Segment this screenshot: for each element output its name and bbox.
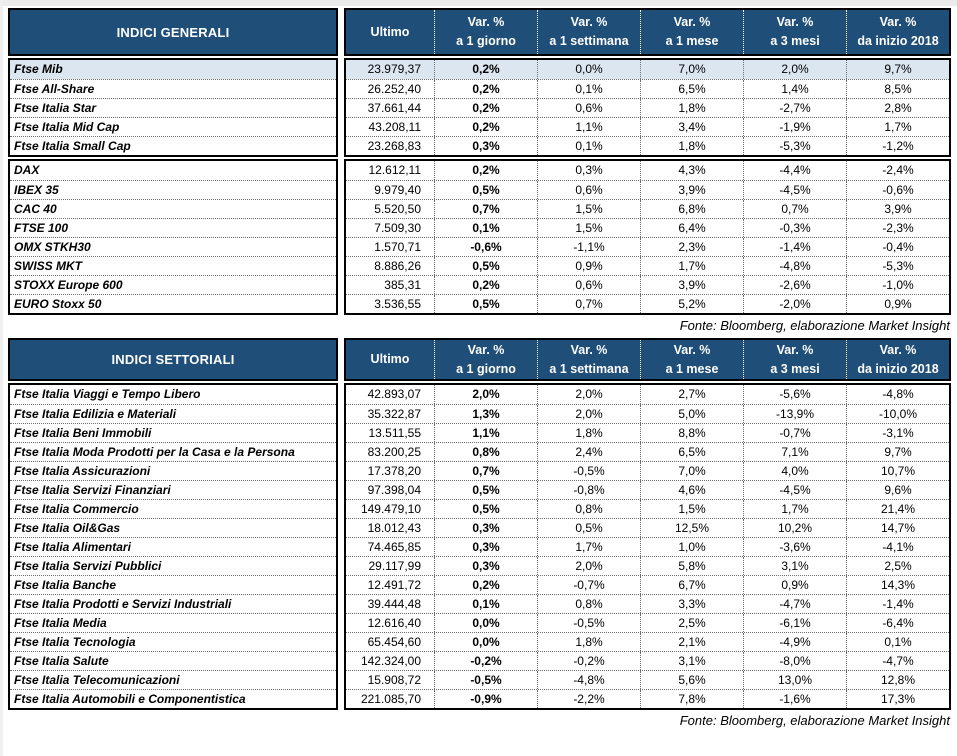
- index-name-cell: Ftse Mib: [10, 60, 336, 79]
- var-percent-cell: 0,3%: [537, 161, 640, 180]
- table-row: [346, 442, 949, 461]
- index-name-cell: Ftse Italia Moda Prodotti per la Casa e la Persona: [10, 442, 336, 461]
- indici-generali-body: [8, 58, 951, 315]
- var-percent-cell: -3,6%: [743, 538, 846, 556]
- var-percent-cell: 8,5%: [846, 80, 949, 98]
- ultimo-value-cell: 12.612,11: [368, 163, 421, 177]
- var-percent-cell: -4,5%: [743, 181, 846, 199]
- ultimo-value-cell: 23.979,37: [367, 62, 421, 76]
- indici-settoriali-table: [8, 338, 951, 730]
- var-percent-cell: -1,2%: [846, 137, 949, 155]
- var-percent-cell: -0,7%: [537, 576, 640, 594]
- var-percent-cell: 0,7%: [743, 200, 846, 218]
- index-name-cell: Ftse Italia Star: [10, 98, 336, 117]
- var-percent-cell: -2,6%: [743, 276, 846, 294]
- var-percent-cell: -4,8%: [743, 257, 846, 275]
- var-percent-cell: -0,5%: [434, 671, 537, 689]
- var-percent-cell: -6,1%: [743, 614, 846, 632]
- table-title: INDICI GENERALI: [8, 8, 338, 56]
- var-percent-cell: -6,4%: [846, 614, 949, 632]
- index-group: [8, 159, 951, 315]
- index-name-cell: Ftse Italia Salute: [10, 651, 336, 670]
- var-percent-cell: 9,6%: [846, 481, 949, 499]
- index-name-cell: Ftse Italia Mid Cap: [10, 117, 336, 136]
- ultimo-value-cell: 12.491,72: [367, 578, 421, 592]
- var-label: Var. %: [879, 342, 917, 357]
- period-label: a 1 settimana: [549, 34, 629, 48]
- ultimo-value-cell: 149.479,10: [360, 502, 421, 516]
- var-percent-cell: 2,4%: [537, 443, 640, 461]
- ultimo-value-cell: 18.012,43: [367, 521, 421, 535]
- var-percent-cell: 1,5%: [537, 200, 640, 218]
- var-percent-cell: 0,5%: [434, 481, 537, 499]
- ultimo-value-cell: 39.444,48: [367, 597, 421, 611]
- table-row: [346, 275, 949, 294]
- var-percent-cell: -2,4%: [846, 161, 949, 180]
- var-percent-cell: 2,0%: [537, 557, 640, 575]
- var-percent-cell: 0,2%: [434, 276, 537, 294]
- table-row: [346, 237, 949, 256]
- table-row: [346, 518, 949, 537]
- var-percent-cell: 6,5%: [640, 443, 743, 461]
- table-row: [346, 199, 949, 218]
- var-percent-cell: 1,8%: [537, 424, 640, 442]
- ultimo-value-cell: 385,31: [384, 278, 421, 292]
- ultimo-value-cell: 1.570,71: [374, 240, 421, 254]
- var-percent-cell: 1,8%: [640, 137, 743, 155]
- table-row: [346, 256, 949, 275]
- var-percent-cell: 2,0%: [537, 385, 640, 404]
- ultimo-value-cell: 42.893,07: [367, 387, 421, 401]
- var-percent-cell: 4,0%: [743, 462, 846, 480]
- table-row: [346, 556, 949, 575]
- ultimo-value-cell: 26.252,40: [367, 82, 421, 96]
- table-row: [346, 689, 949, 708]
- period-label: a 1 mese: [665, 34, 719, 48]
- ultimo-value-cell: 74.465,85: [367, 540, 421, 554]
- table-title: INDICI SETTORIALI: [8, 338, 338, 381]
- table-row: [346, 537, 949, 556]
- ultimo-label: Ultimo: [370, 352, 410, 367]
- index-name-cell: FTSE 100: [10, 218, 336, 237]
- table-row: [346, 136, 949, 155]
- var-label: Var. %: [673, 15, 711, 30]
- var-percent-cell: 7,0%: [640, 60, 743, 79]
- var-label: Var. %: [776, 342, 814, 357]
- var-percent-cell: -4,8%: [846, 385, 949, 404]
- var-percent-cell: 6,8%: [640, 200, 743, 218]
- period-label: a 1 giorno: [456, 361, 516, 376]
- ultimo-value-cell: 97.398,04: [367, 483, 421, 497]
- var-percent-cell: -2,7%: [743, 99, 846, 117]
- var-percent-cell: 17,3%: [846, 690, 949, 708]
- var-percent-cell: 0,1%: [537, 137, 640, 155]
- ultimo-value-cell: 142.324,00: [360, 654, 421, 668]
- index-name-cell: Ftse Italia Edilizia e Materiali: [10, 404, 336, 423]
- var-percent-cell: 1,8%: [537, 633, 640, 651]
- index-name-cell: OMX STKH30: [10, 237, 336, 256]
- var-percent-cell: 2,5%: [640, 614, 743, 632]
- var-percent-cell: 2,0%: [743, 60, 846, 79]
- var-percent-cell: 10,2%: [743, 519, 846, 537]
- var-percent-cell: 3,1%: [743, 557, 846, 575]
- var-percent-cell: 1,4%: [743, 80, 846, 98]
- ultimo-value-cell: 83.200,25: [367, 445, 421, 459]
- column-header-ultimo: [346, 10, 434, 54]
- var-percent-cell: 10,7%: [846, 462, 949, 480]
- index-name-cell: Ftse Italia Oil&Gas: [10, 518, 336, 537]
- var-percent-cell: -0,6%: [434, 238, 537, 256]
- var-percent-cell: -3,1%: [846, 424, 949, 442]
- table-row: [346, 594, 949, 613]
- table-row: [346, 60, 949, 79]
- var-label: Var. %: [673, 342, 711, 357]
- var-percent-cell: 1,1%: [434, 424, 537, 442]
- var-percent-cell: -0,5%: [537, 462, 640, 480]
- var-percent-cell: 1,5%: [640, 500, 743, 518]
- var-percent-cell: 0,3%: [434, 557, 537, 575]
- column-header-ultimo: [346, 340, 434, 379]
- index-name-cell: Ftse Italia Tecnologia: [10, 632, 336, 651]
- var-percent-cell: 0,8%: [537, 595, 640, 613]
- var-percent-cell: -4,4%: [743, 161, 846, 180]
- column-header-var-inizio-2018: [846, 10, 949, 54]
- index-group: [8, 58, 951, 157]
- var-percent-cell: -1,0%: [846, 276, 949, 294]
- table-row: [346, 651, 949, 670]
- index-name-cell: Ftse Italia Small Cap: [10, 136, 336, 155]
- var-percent-cell: 0,5%: [434, 500, 537, 518]
- index-name-cell: Ftse Italia Telecomunicazioni: [10, 670, 336, 689]
- var-percent-cell: -4,7%: [743, 595, 846, 613]
- period-label: da inizio 2018: [857, 361, 939, 376]
- ultimo-value-cell: 15.908,72: [367, 673, 421, 687]
- var-percent-cell: 7,1%: [743, 443, 846, 461]
- var-percent-cell: 9,7%: [846, 443, 949, 461]
- var-percent-cell: 3,4%: [640, 118, 743, 136]
- var-percent-cell: 4,3%: [640, 161, 743, 180]
- var-percent-cell: 0,2%: [434, 161, 537, 180]
- ultimo-value-cell: 3.536,55: [374, 297, 421, 311]
- index-name-column: [8, 58, 338, 157]
- var-percent-cell: 0,3%: [434, 519, 537, 537]
- ultimo-value-cell: 17.378,20: [367, 464, 421, 478]
- var-percent-cell: 2,3%: [640, 238, 743, 256]
- index-name-cell: Ftse Italia Servizi Finanziari: [10, 480, 336, 499]
- var-label: Var. %: [570, 15, 608, 30]
- column-header-var-inizio-2018: [846, 340, 949, 379]
- var-percent-cell: -4,7%: [846, 652, 949, 670]
- index-values-columns: [344, 383, 951, 710]
- indici-settoriali-body: [8, 383, 951, 710]
- var-percent-cell: 0,1%: [846, 633, 949, 651]
- var-percent-cell: 0,7%: [537, 295, 640, 313]
- var-percent-cell: 0,9%: [743, 576, 846, 594]
- var-percent-cell: -0,2%: [434, 652, 537, 670]
- period-label: a 1 mese: [665, 361, 719, 376]
- var-percent-cell: -5,6%: [743, 385, 846, 404]
- var-label: Var. %: [776, 15, 814, 30]
- var-percent-cell: 9,7%: [846, 60, 949, 79]
- column-header-var-1-giorno: [434, 340, 537, 379]
- period-label: a 1 giorno: [456, 34, 516, 48]
- table-row: [346, 161, 949, 180]
- var-percent-cell: -0,3%: [743, 219, 846, 237]
- var-percent-cell: 1,7%: [640, 257, 743, 275]
- var-percent-cell: 3,1%: [640, 652, 743, 670]
- var-percent-cell: 0,3%: [434, 137, 537, 155]
- table-row: [346, 423, 949, 442]
- var-percent-cell: 0,6%: [537, 181, 640, 199]
- table-row: [346, 180, 949, 199]
- var-percent-cell: 0,1%: [434, 595, 537, 613]
- table-row: [346, 218, 949, 237]
- var-percent-cell: 0,2%: [434, 576, 537, 594]
- ultimo-value-cell: 221.085,70: [360, 692, 421, 706]
- period-label: a 3 mesi: [770, 361, 820, 376]
- column-headers: [344, 338, 951, 381]
- var-percent-cell: 2,0%: [434, 385, 537, 404]
- var-percent-cell: 0,2%: [434, 60, 537, 79]
- table-row: [346, 499, 949, 518]
- ultimo-value-cell: 37.661,44: [367, 101, 421, 115]
- index-name-cell: Ftse Italia Prodotti e Servizi Industriali: [10, 594, 336, 613]
- var-label: Var. %: [467, 342, 505, 357]
- var-percent-cell: -1,9%: [743, 118, 846, 136]
- ultimo-value-cell: 35.322,87: [367, 407, 421, 421]
- var-percent-cell: 3,9%: [640, 181, 743, 199]
- table-row: [346, 480, 949, 499]
- ultimo-value-cell: 5.520,50: [374, 202, 421, 216]
- var-percent-cell: 13,0%: [743, 671, 846, 689]
- var-percent-cell: -13,9%: [743, 405, 846, 423]
- column-header-var-1-mese: [640, 10, 743, 54]
- var-percent-cell: -0,2%: [537, 652, 640, 670]
- indici-generali-table: [8, 8, 951, 335]
- var-percent-cell: 1,7%: [846, 118, 949, 136]
- var-percent-cell: -4,8%: [537, 671, 640, 689]
- period-label: a 1 settimana: [549, 361, 629, 376]
- var-percent-cell: 14,7%: [846, 519, 949, 537]
- index-name-cell: SWISS MKT: [10, 256, 336, 275]
- ultimo-value-cell: 9.979,40: [374, 183, 421, 197]
- var-percent-cell: 0,6%: [537, 276, 640, 294]
- table-row: [346, 613, 949, 632]
- column-header-var-3-mesi: [743, 340, 846, 379]
- ultimo-value-cell: 65.454,60: [367, 635, 421, 649]
- var-percent-cell: 6,7%: [640, 576, 743, 594]
- index-name-cell: Ftse Italia Automobili e Componentistica: [10, 689, 336, 708]
- var-percent-cell: 0,7%: [434, 200, 537, 218]
- var-percent-cell: 0,3%: [434, 538, 537, 556]
- index-name-cell: STOXX Europe 600: [10, 275, 336, 294]
- var-percent-cell: 3,9%: [846, 200, 949, 218]
- var-percent-cell: 0,5%: [537, 519, 640, 537]
- var-percent-cell: 2,8%: [846, 99, 949, 117]
- var-percent-cell: 0,2%: [434, 80, 537, 98]
- var-percent-cell: 2,1%: [640, 633, 743, 651]
- var-percent-cell: 1,0%: [640, 538, 743, 556]
- var-percent-cell: 0,1%: [434, 219, 537, 237]
- table-row: [346, 670, 949, 689]
- var-percent-cell: 14,3%: [846, 576, 949, 594]
- table-row: [346, 98, 949, 117]
- var-percent-cell: 0,5%: [434, 257, 537, 275]
- column-header-var-3-mesi: [743, 10, 846, 54]
- index-name-column: [8, 383, 338, 710]
- var-percent-cell: 2,7%: [640, 385, 743, 404]
- index-name-column: [8, 159, 338, 315]
- var-percent-cell: -0,8%: [537, 481, 640, 499]
- var-percent-cell: -1,4%: [846, 595, 949, 613]
- period-label: da inizio 2018: [857, 34, 939, 48]
- column-header-var-1-settimana: [537, 10, 640, 54]
- var-percent-cell: -4,1%: [846, 538, 949, 556]
- var-percent-cell: -10,0%: [846, 405, 949, 423]
- var-percent-cell: -1,6%: [743, 690, 846, 708]
- var-percent-cell: -4,5%: [743, 481, 846, 499]
- index-name-cell: EURO Stoxx 50: [10, 294, 336, 313]
- index-name-cell: Ftse Italia Commercio: [10, 499, 336, 518]
- source-note: Fonte: Bloomberg, elaborazione Market Insight: [679, 318, 950, 333]
- ultimo-value-cell: 23.268,83: [367, 139, 421, 153]
- index-name-cell: Ftse Italia Servizi Pubblici: [10, 556, 336, 575]
- var-percent-cell: -5,3%: [743, 137, 846, 155]
- var-percent-cell: 3,9%: [640, 276, 743, 294]
- var-label: Var. %: [467, 15, 505, 30]
- var-percent-cell: 7,8%: [640, 690, 743, 708]
- column-header-var-1-giorno: [434, 10, 537, 54]
- table-row: [346, 385, 949, 404]
- ultimo-value-cell: 7.509,30: [374, 221, 421, 235]
- var-percent-cell: 2,0%: [537, 405, 640, 423]
- table-row: [346, 117, 949, 136]
- indici-settoriali-header: [8, 338, 951, 381]
- var-percent-cell: -0,9%: [434, 690, 537, 708]
- var-percent-cell: 4,6%: [640, 481, 743, 499]
- ultimo-label: Ultimo: [370, 24, 410, 39]
- table-row: [346, 404, 949, 423]
- var-percent-cell: 21,4%: [846, 500, 949, 518]
- index-name-cell: Ftse Italia Alimentari: [10, 537, 336, 556]
- var-percent-cell: 1,7%: [537, 538, 640, 556]
- var-percent-cell: 0,0%: [434, 633, 537, 651]
- var-percent-cell: -0,7%: [743, 424, 846, 442]
- var-percent-cell: 1,3%: [434, 405, 537, 423]
- index-name-cell: Ftse Italia Media: [10, 613, 336, 632]
- index-group: [8, 383, 951, 710]
- var-percent-cell: 0,0%: [434, 614, 537, 632]
- var-percent-cell: 0,9%: [846, 295, 949, 313]
- index-name-cell: Ftse Italia Assicurazioni: [10, 461, 336, 480]
- source-note: Fonte: Bloomberg, elaborazione Market Insight: [679, 713, 950, 728]
- var-percent-cell: -8,0%: [743, 652, 846, 670]
- var-percent-cell: -2,2%: [537, 690, 640, 708]
- var-percent-cell: 12,8%: [846, 671, 949, 689]
- index-name-cell: CAC 40: [10, 199, 336, 218]
- column-header-var-1-settimana: [537, 340, 640, 379]
- table-row: [346, 79, 949, 98]
- var-percent-cell: 0,1%: [537, 80, 640, 98]
- ultimo-value-cell: 13.511,55: [368, 426, 421, 440]
- var-percent-cell: -4,9%: [743, 633, 846, 651]
- index-name-cell: IBEX 35: [10, 180, 336, 199]
- var-percent-cell: 5,0%: [640, 405, 743, 423]
- var-percent-cell: 0,2%: [434, 99, 537, 117]
- ultimo-value-cell: 8.886,26: [374, 259, 421, 273]
- var-percent-cell: 8,8%: [640, 424, 743, 442]
- var-percent-cell: 0,6%: [537, 99, 640, 117]
- table-row: [346, 294, 949, 313]
- var-percent-cell: 0,7%: [434, 462, 537, 480]
- index-name-cell: Ftse Italia Viaggi e Tempo Libero: [14, 387, 201, 401]
- var-percent-cell: 6,5%: [640, 80, 743, 98]
- var-percent-cell: 3,3%: [640, 595, 743, 613]
- var-percent-cell: 1,8%: [640, 99, 743, 117]
- ultimo-value-cell: 43.208,11: [368, 120, 421, 134]
- var-percent-cell: 0,5%: [434, 295, 537, 313]
- var-percent-cell: 0,5%: [434, 181, 537, 199]
- var-percent-cell: 0,8%: [537, 500, 640, 518]
- var-percent-cell: -2,3%: [846, 219, 949, 237]
- var-percent-cell: 2,5%: [846, 557, 949, 575]
- var-percent-cell: -2,0%: [743, 295, 846, 313]
- column-header-var-1-mese: [640, 340, 743, 379]
- var-percent-cell: 0,8%: [434, 443, 537, 461]
- var-percent-cell: 0,0%: [537, 60, 640, 79]
- index-name-cell: Ftse Italia Beni Immobili: [10, 423, 336, 442]
- var-percent-cell: 1,7%: [743, 500, 846, 518]
- var-percent-cell: -5,3%: [846, 257, 949, 275]
- var-percent-cell: 5,8%: [640, 557, 743, 575]
- var-percent-cell: 6,4%: [640, 219, 743, 237]
- var-percent-cell: 1,1%: [537, 118, 640, 136]
- var-percent-cell: -0,5%: [537, 614, 640, 632]
- var-percent-cell: 5,6%: [640, 671, 743, 689]
- var-label: Var. %: [879, 15, 917, 30]
- var-percent-cell: 0,9%: [537, 257, 640, 275]
- index-values-columns: [344, 159, 951, 315]
- ultimo-value-cell: 12.616,40: [367, 616, 421, 630]
- indici-generali-header: [8, 8, 951, 56]
- table-row: [346, 461, 949, 480]
- var-percent-cell: -1,1%: [537, 238, 640, 256]
- table-row: [346, 575, 949, 594]
- var-percent-cell: 12,5%: [640, 519, 743, 537]
- index-name-cell: DAX: [14, 163, 40, 177]
- var-percent-cell: 1,5%: [537, 219, 640, 237]
- table-row: [346, 632, 949, 651]
- var-percent-cell: 0,2%: [434, 118, 537, 136]
- column-headers: [344, 8, 951, 56]
- var-percent-cell: -0,6%: [846, 181, 949, 199]
- period-label: a 3 mesi: [770, 34, 820, 48]
- var-percent-cell: 5,2%: [640, 295, 743, 313]
- ultimo-value-cell: 29.117,99: [368, 559, 421, 573]
- var-percent-cell: 7,0%: [640, 462, 743, 480]
- index-name-cell: Ftse Italia Banche: [10, 575, 336, 594]
- index-values-columns: [344, 58, 951, 157]
- index-name-cell: Ftse All-Share: [10, 79, 336, 98]
- var-label: Var. %: [570, 342, 608, 357]
- var-percent-cell: -0,4%: [846, 238, 949, 256]
- var-percent-cell: -1,4%: [743, 238, 846, 256]
